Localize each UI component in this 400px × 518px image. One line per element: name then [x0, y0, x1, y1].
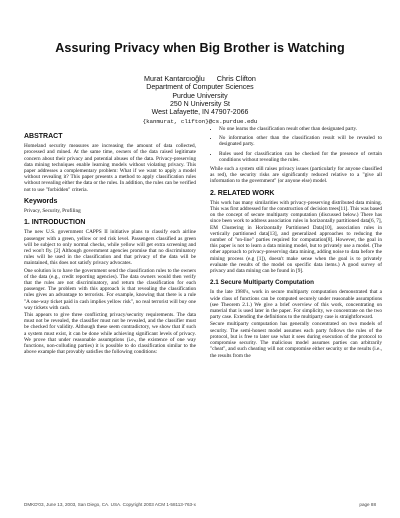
intro-paragraph: This appears to give three conflicting privacy/security requirements. The data must not be revealed, the classifier must not be revealed, and the classifier must be checked for validity. Although these seem contradictory, we show that if such a system must exist, it can be done while achieving significant levels of privacy. We prove that under reasonable assumptions (i.e., the existence of one way functions, non-colluding parties) it is possible to do classification similar to the above example that provably satisfies the following conditions: [24, 312, 196, 356]
affiliation-line: 250 N University St [170, 100, 230, 108]
affiliation-line: West Lafayette, IN 47907-2066 [151, 109, 249, 117]
list-item: • Rules used for classification can be checked for the presence of certain conditions without revealing the rules. [219, 151, 382, 163]
intro-paragraph: One solution is to have the government send the classification rules to the owners of the data (e.g., credit reporting agencies). The data owners would then verify that the rules are not discriminatory, and return the classification for each passenger. The problem with this approach is that revealing the classification rules gives an advantage to terrorists. For example, knowing that there is a rule "A one-way ticket paid in cash implies yellow risk", no real terrorist will buy one way tickets with cash. [24, 267, 196, 311]
smc-paragraph: In the late 1980's, work in secure multiparty computation demonstrated that a wide class of functions can be computed securely under reasonable assumptions (see Theorem 2.1.) We give a brief overview of this work, concentrating on material that is used later in the paper. For simplicity, we concentrate on the two party case. Extending the definitions to the multiparty case is straightforward. [210, 289, 382, 321]
intro-paragraph: The new U.S. government CAPPS II initiative plans to classify each airline passenger with a green, yellow or red risk level. Passengers classified as green will be subject to only normal checks, while yellow will get extra screening and red won't fly. [2] Although government agencies promise that no discriminatory rules will be used in the classification and that privacy of the data will be maintained, this does not satisfy privacy advocates. [24, 229, 196, 267]
list-item: • No one learns the classification result other than designated party. [219, 126, 382, 132]
keywords-text: Privacy, Security, Profiling [24, 208, 81, 215]
related-work-text: This work has many similarities with privacy-preserving distributed data mining. This was first addressed for the construction of decision trees[11]. This was based on the concept of secure multiparty computation (discussed below.) There has since been work to address association rules in horizontally partitioned data[6, 7], EM Clustering in Horizontally Partitioned Data[10], association rules in vertically partitioned data[13], and generalized approaches to reducing the number of "on-line" parties required for computation[8]. However, the goal in this paper is not to learn a data mining model, but to privately use a model. (The other approach to privacy-preserving data mining, adding noise to data before the mining process (e.g [1]), doesn't make sense when the goal is to privately evaluate the results of the model on specific data items.) A good survey of privacy and data mining can be found in [9]. [210, 199, 382, 275]
introduction-heading: 1. INTRODUCTION [24, 219, 86, 227]
author-name: Chris Clifton [216, 74, 256, 83]
right-column [210, 126, 382, 359]
affiliation-line: Purdue University [172, 92, 228, 100]
footer-citation: DMKD'03, June 13, 2003, San Diego, CA. USA. Copyright 2003 ACM 1-58113-763-x [24, 502, 196, 507]
author-name: Murat Kantarcıoǧlu [144, 74, 205, 83]
affiliation-line: Department of Computer Sciences [146, 84, 254, 92]
smc-paragraph: Secure multiparty computation has generally concentrated on two models of security. The semi-honest model assumes each party follows the rules of the protocol, but is free to later use what it sees during execution of the protocol to compromise security. The malicious model assumes parties can arbitrarily "cheat", and such cheating will not compromise either security or the results (i.e., the results from the [210, 321, 382, 359]
author-email: {kanmurat, clifton}@cs.purdue.edu [142, 118, 258, 126]
left-column [24, 134, 196, 356]
body-paragraph: While such a system still raises privacy issues (particularly for anyone classified as red), the security risks are significantly reduced relative to a "give all information to the government" (or anyone else) model. [210, 166, 382, 185]
page-number: page 88 [359, 502, 376, 507]
author-names [0, 75, 400, 83]
smc-heading: 2.1 Secure Multiparty Computation [210, 279, 314, 287]
paper-title: Assuring Privacy when Big Brother is Watching [55, 41, 345, 55]
author-block [0, 75, 400, 127]
page-footer [24, 502, 376, 507]
abstract-heading: ABSTRACT [24, 133, 63, 140]
list-item: • No information other than the classification result will be revealed to designated party. [219, 135, 382, 147]
related-work-heading: 2. RELATED WORK [210, 189, 275, 197]
abstract-text: Homeland security measures are increasing the amount of data collected, processed and mined. At the same time, owners of the data raised legitimate concern about their privacy and potential abuses of the data. Privacy-preserving data mining techniques enable learning models without violating privacy. This paper addresses a complementary problem: What if we want to apply a model without revealing it? This paper presents a method to apply classification rules without revealing either the data or the rules. In addition, the rules can be verified not to use "forbidden" criteria. [24, 143, 196, 193]
requirements-list [210, 126, 382, 163]
keywords-heading: Keywords [24, 197, 58, 205]
